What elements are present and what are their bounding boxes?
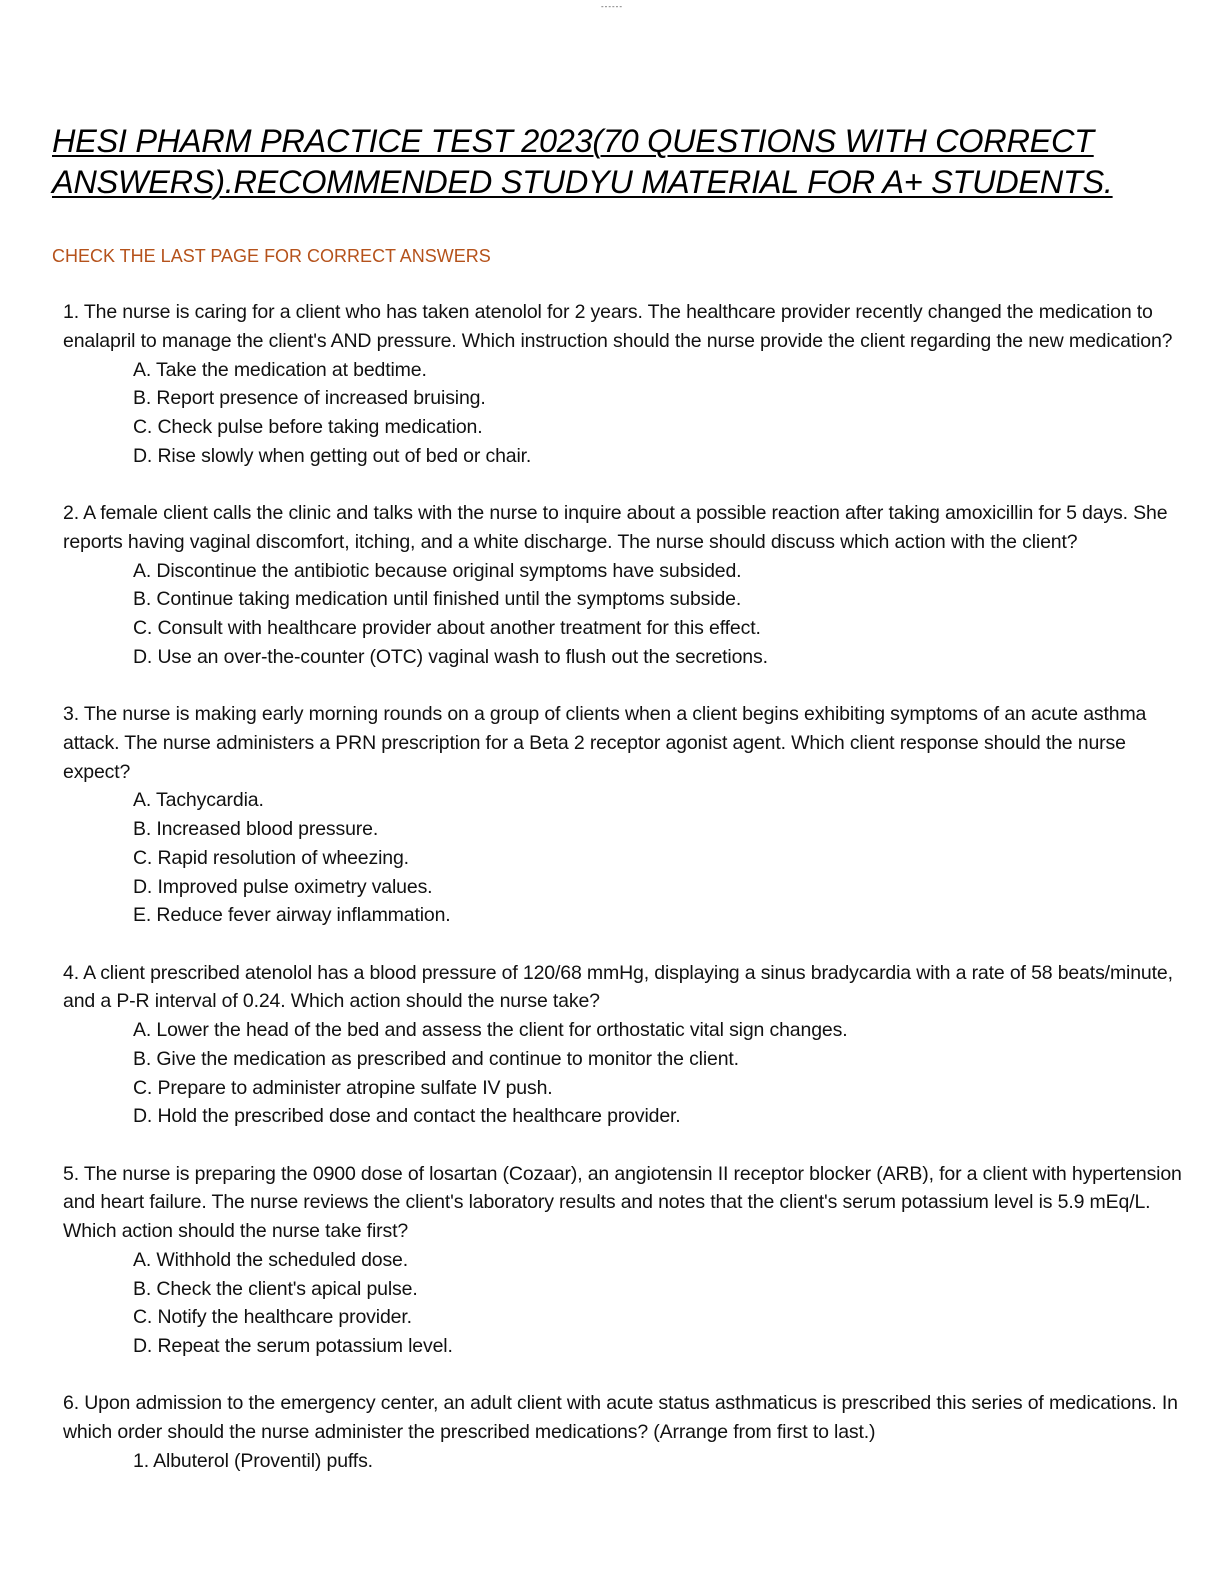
answer-option-d: D. Use an over-the-counter (OTC) vaginal wash to flush out the secretions. xyxy=(133,645,768,668)
answer-option-b: B. Increased blood pressure. xyxy=(133,818,379,840)
ordered-item-1: 1. Albuterol (Proventil) puffs. xyxy=(133,1449,373,1472)
answer-option-e: E. Reduce fever airway inflammation. xyxy=(133,904,451,927)
answer-options xyxy=(63,786,1183,930)
document-title xyxy=(52,121,1182,203)
answer-options xyxy=(63,1447,1183,1476)
answer-option-d: D. Improved pulse oximetry values. xyxy=(133,875,433,898)
answer-options xyxy=(63,1246,1183,1361)
answer-options xyxy=(63,356,1183,471)
answer-option-c: C. Prepare to administer atropine sulfate IV push. xyxy=(133,1076,553,1099)
question-stem: 2. A female client calls the clinic and talks with the nurse to inquire about a possible reaction after taking amoxicillin for 5 days. She reports having vaginal discomfort, itching, and a white discharge. The nurse should discuss which action with the client? xyxy=(63,502,1168,553)
question-stem: 5. The nurse is preparing the 0900 dose of losartan (Cozaar), an angiotensin II receptor blocker (ARB), for a client with hypertension and heart failure. The nurse reviews the client's laboratory results and notes that the client's serum potassium level is 5.9 mEq/L. Which action should the nurse take first? xyxy=(63,1162,1182,1242)
answer-option-b: B. Report presence of increased bruising. xyxy=(133,387,486,410)
document-title-line-2: ANSWERS).RECOMMENDED STUDYU MATERIAL FOR A+ STUDENTS. xyxy=(52,164,1113,200)
document-title-line-1: HESI PHARM PRACTICE TEST 2023(70 QUESTIONS WITH CORRECT xyxy=(52,123,1094,159)
question-stem: 1. The nurse is caring for a client who has taken atenolol for 2 years. The healthcare provider recently changed the medication to enalapril to manage the client's AND pressure. Which instruction should the nurse provide the client regarding the new medication? xyxy=(63,301,1173,352)
question-stem: 4. A client prescribed atenolol has a blood pressure of 120/68 mmHg, displaying a sinus bradycardia with a rate of 58 beats/minute, and a P-R interval of 0.24. Which action should the nurse take? xyxy=(63,961,1173,1013)
question-1 xyxy=(63,298,1183,471)
answer-options xyxy=(63,1016,1183,1131)
answer-option-a: A. Tachycardia. xyxy=(133,789,264,812)
answer-option-a: A. Lower the head of the bed and assess the client for orthostatic vital sign changes. xyxy=(133,1019,848,1041)
question-2 xyxy=(63,499,1183,672)
answer-option-a: A. Withhold the scheduled dose. xyxy=(133,1248,409,1271)
answer-option-c: C. Notify the healthcare provider. xyxy=(133,1306,412,1329)
answer-option-d: D. Rise slowly when getting out of bed or chair. xyxy=(133,444,532,467)
answer-option-b: B. Give the medication as prescribed and continue to monitor the client. xyxy=(133,1047,739,1070)
answer-option-b: B. Check the client's apical pulse. xyxy=(133,1277,418,1300)
answer-option-b: B. Continue taking medication until finished until the symptoms subside. xyxy=(133,588,742,611)
question-5 xyxy=(63,1160,1183,1361)
answer-option-c: C. Rapid resolution of wheezing. xyxy=(133,846,409,869)
answer-options xyxy=(63,557,1183,672)
answer-option-c: C. Consult with healthcare provider about another treatment for this effect. xyxy=(133,617,761,639)
answer-option-a: A. Discontinue the antibiotic because original symptoms have subsided. xyxy=(133,559,742,582)
page-header-mark: ------ xyxy=(601,2,623,11)
question-stem: 6. Upon admission to the emergency center, an adult client with acute status asthmaticus is prescribed this series of medications. In which order should the nurse administer the prescribed medications? (Arrange from first to last.) xyxy=(63,1392,1178,1443)
answer-option-c: C. Check pulse before taking medication. xyxy=(133,416,483,438)
answers-notice: CHECK THE LAST PAGE FOR CORRECT ANSWERS xyxy=(52,246,491,266)
answer-option-d: D. Hold the prescribed dose and contact the healthcare provider. xyxy=(133,1105,681,1128)
answer-option-a: A. Take the medication at bedtime. xyxy=(133,358,427,381)
question-stem: 3. The nurse is making early morning rounds on a group of clients when a client begins exhibiting symptoms of an acute asthma attack. The nurse administers a PRN prescription for a Beta 2 receptor agonist agent. Which client response should the nurse expect? xyxy=(63,703,1147,783)
question-6 xyxy=(63,1389,1183,1475)
answer-option-d: D. Repeat the serum potassium level. xyxy=(133,1335,453,1357)
question-list xyxy=(63,298,1183,1504)
question-4 xyxy=(63,959,1183,1132)
question-3 xyxy=(63,700,1183,930)
